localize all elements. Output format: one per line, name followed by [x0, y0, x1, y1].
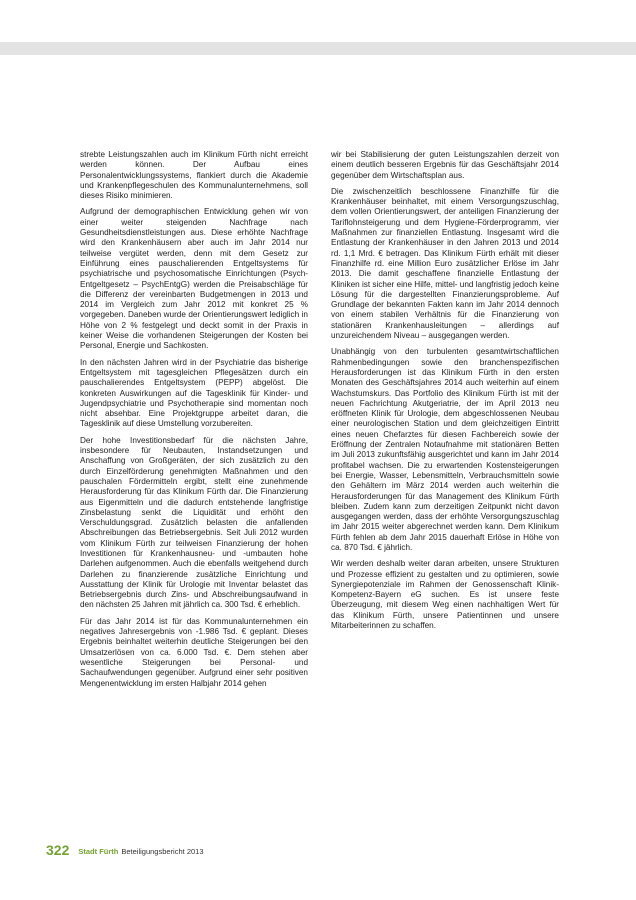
report-title: Beteiligungsbericht 2013: [121, 847, 204, 856]
paragraph: Aufgrund der demographischen Entwicklung gehen wir von einer weiter steigenden Nachfrage nach Gesundheitsdienstleistungen aus. Diese erhöhte Nachfrage wird den Krankenhäusern aber auch im Jahr 2014 nur teilweise vergütet werden, denn mit dem Gesetz zur Einführung eines pauschalierenden Entgeltsystems für psychiatrische und psychosomatische Einrichtungen (Psych-Entgeltgesetz – PsychEntgG) werden die Preisabschläge für die Differenz der vereinbarten Budgetmengen in 2013 und 2014 im Vergleich zum Jahr 2012 mit konkret 25 % vorgegeben. Daneben wurde der Orientierungswert lediglich in Höhe von 2 % festgelegt und deckt somit in der Praxis in keiner Weise die vorhandenen Steigerungen der Kosten bei Personal, Energie und Sachkosten.: [80, 207, 308, 351]
paragraph: strebte Leistungszahlen auch im Klinikum Fürth nicht erreicht werden können. Der Aufbau eines Personalentwicklungssystems, flankiert durch die Akademie und Krankenpflegeschulen des Kommunalunternehmens, soll dieses Risiko minimieren.: [80, 150, 308, 201]
paragraph: Der hohe Investitionsbedarf für die nächsten Jahre, insbesondere für Neubauten, Instandsetzungen und Anschaffung von Großgeräten, der sich zusätzlich zu den durch Einzelförderung genehmigten Maßnahmen und den pauschalen Fördermitteln ergibt, stellt eine zunehmende Herausforderung für das Klinikum Fürth dar. Die Finanzierung aus Eigenmitteln und die dadurch entstehende langfristige Zinsbelastung senkt die Liquidität und erhöht den Verschuldungsgrad. Zusätzlich belasten die anfallenden Abschreibungen das Betriebsergebnis. Seit Juli 2012 wurden vom Klinikum Fürth zur teilweisen Finanzierung der hohen Investitionen für Krankenhausneu- und -umbauten hohe Darlehen aufgenommen. Auch die ebenfalls weitgehend durch Darlehen zu finanzierende zusätzliche Einrichtung und Ausstattung der Klinik für Urologie mit Inventar belastet das Betriebsergebnis durch Zins- und Abschreibungsaufwand in den nächsten 25 Jahren mit jährlich ca. 300 Tsd. € erheblich.: [80, 435, 308, 610]
paragraph: Die zwischenzeitlich beschlossene Finanzhilfe für die Krankenhäuser beinhaltet, mit einem Versorgungszuschlag, dem vollen Orientierungswert, der anteiligen Finanzierung der Tariflohnsteigerung und dem Hygiene-Förderprogramm, vier Maßnahmen zur finanziellen Entlastung. Insgesamt wird die Entlastung der Krankenhäuser in den Jahren 2013 und 2014 rd. 1,1 Mrd. € betragen. Das Klinikum Fürth erhält mit dieser Finanzhilfe rd. eine Million Euro zusätzlicher Erlöse im Jahr 2013. Die damit geschaffene finanzielle Entlastung der Kliniken ist sicher eine Hilfe, mittel- und langfristig jedoch keine Lösung für die dargestellten Finanzierungsprobleme. Auf Grundlage der bekannten Fakten kann im Jahr 2014 dennoch von einem stabilen Verhältnis für die Finanzierung von stationären Krankenhausleitungen – allerdings auf unzureichendem Niveau – ausgegangen werden.: [331, 186, 559, 341]
left-column: [80, 150, 308, 695]
page-number: 322: [46, 842, 70, 858]
page-footer: [46, 842, 204, 858]
right-column: [331, 150, 559, 637]
paragraph: Unabhängig von den turbulenten gesamtwirtschaftlichen Rahmenbedingungen sowie den branchenspezifischen Herausforderungen ist das Klinikum Fürth in den ersten Monaten des Geschäftsjahres 2014 auch weiterhin auf einem Wachstumskurs. Das Portfolio des Klinikum Fürth ist mit der neuen Fachrichtung Akutgeriatrie, der im April 2013 neu eröffneten Klinik für Urologie, dem abgeschlossenen Neubau einer neurologischen Station und dem gleichzeitigen Eintritt eines neuen Chefarztes für diesen Fachbereich sowie der Eröffnung der Zentralen Notaufnahme mit stationären Betten im Juli 2013 zukunftsfähig ausgerichtet und kann im Jahr 2014 profitabel wachsen. Die zu erwartenden Kostensteigerungen bei Energie, Wasser, Lebensmitteln, Verbrauchsmitteln sowie den Gehältern im März 2014 werden auch weiterhin die Herausforderungen für das Management des Klinikum Fürth bleiben. Zudem kann zum derzeitigen Zeitpunkt nicht davon ausgegangen werden, dass der erhöhte Versorgungszuschlag im Jahr 2015 weiter abgerechnet werden kann. Dem Klinikum Fürth fehlen ab dem Jahr 2015 dauerhaft Erlöse in Höhe von ca. 870 Tsd. € jährlich.: [331, 347, 559, 552]
paragraph: In den nächsten Jahren wird in der Psychiatrie das bisherige Entgeltsystem mit tagesgleichen Pflegesätzen durch ein pauschalierendes Entgeltsystem (PEPP) abgelöst. Die konkreten Auswirkungen auf die Tagesklinik für Kinder- und Jugendpsychiatrie und Psychotherapie sind momentan noch nicht absehbar. Eine Projektgruppe arbeitet daran, die Tagesklinik auf diese Umstellung vorzubereiten.: [80, 357, 308, 429]
paragraph: wir bei Stabilisierung der guten Leistungszahlen derzeit von einem deutlich besseren Ergebnis für das Geschäftsjahr 2014 gegenüber dem Wirtschaftsplan aus.: [331, 150, 559, 180]
publisher-name: Stadt Fürth: [78, 847, 119, 856]
paragraph: Für das Jahr 2014 ist für das Kommunalunternehmen ein negatives Jahresergebnis von -1.986 Tsd. € geplant. Dieses Ergebnis beinhaltet weiterhin deutliche Steigerungen bei den Umsatzerlösen von ca. 6.000 Tsd. €. Dem stehen aber wesentliche Steigerungen bei Personal- und Sachaufwendungen gegenüber. Aufgrund einer sehr positiven Mengenentwicklung im ersten Halbjahr 2014 gehen: [80, 616, 308, 688]
header-band: [0, 42, 636, 55]
paragraph: Wir werden deshalb weiter daran arbeiten, unsere Strukturen und Prozesse effizient zu gestalten und zu optimieren, sowie Synergiepotenziale im Rahmen der Genossenschaft Klinik-Kompetenz-Bayern eG suchen. Es ist unsere feste Überzeugung, mit diesem Weg einen nachhaltigen Wert für das Klinikum Fürth, unsere Patientinnen und unsere Mitarbeiterinnen zu schaffen.: [331, 559, 559, 631]
